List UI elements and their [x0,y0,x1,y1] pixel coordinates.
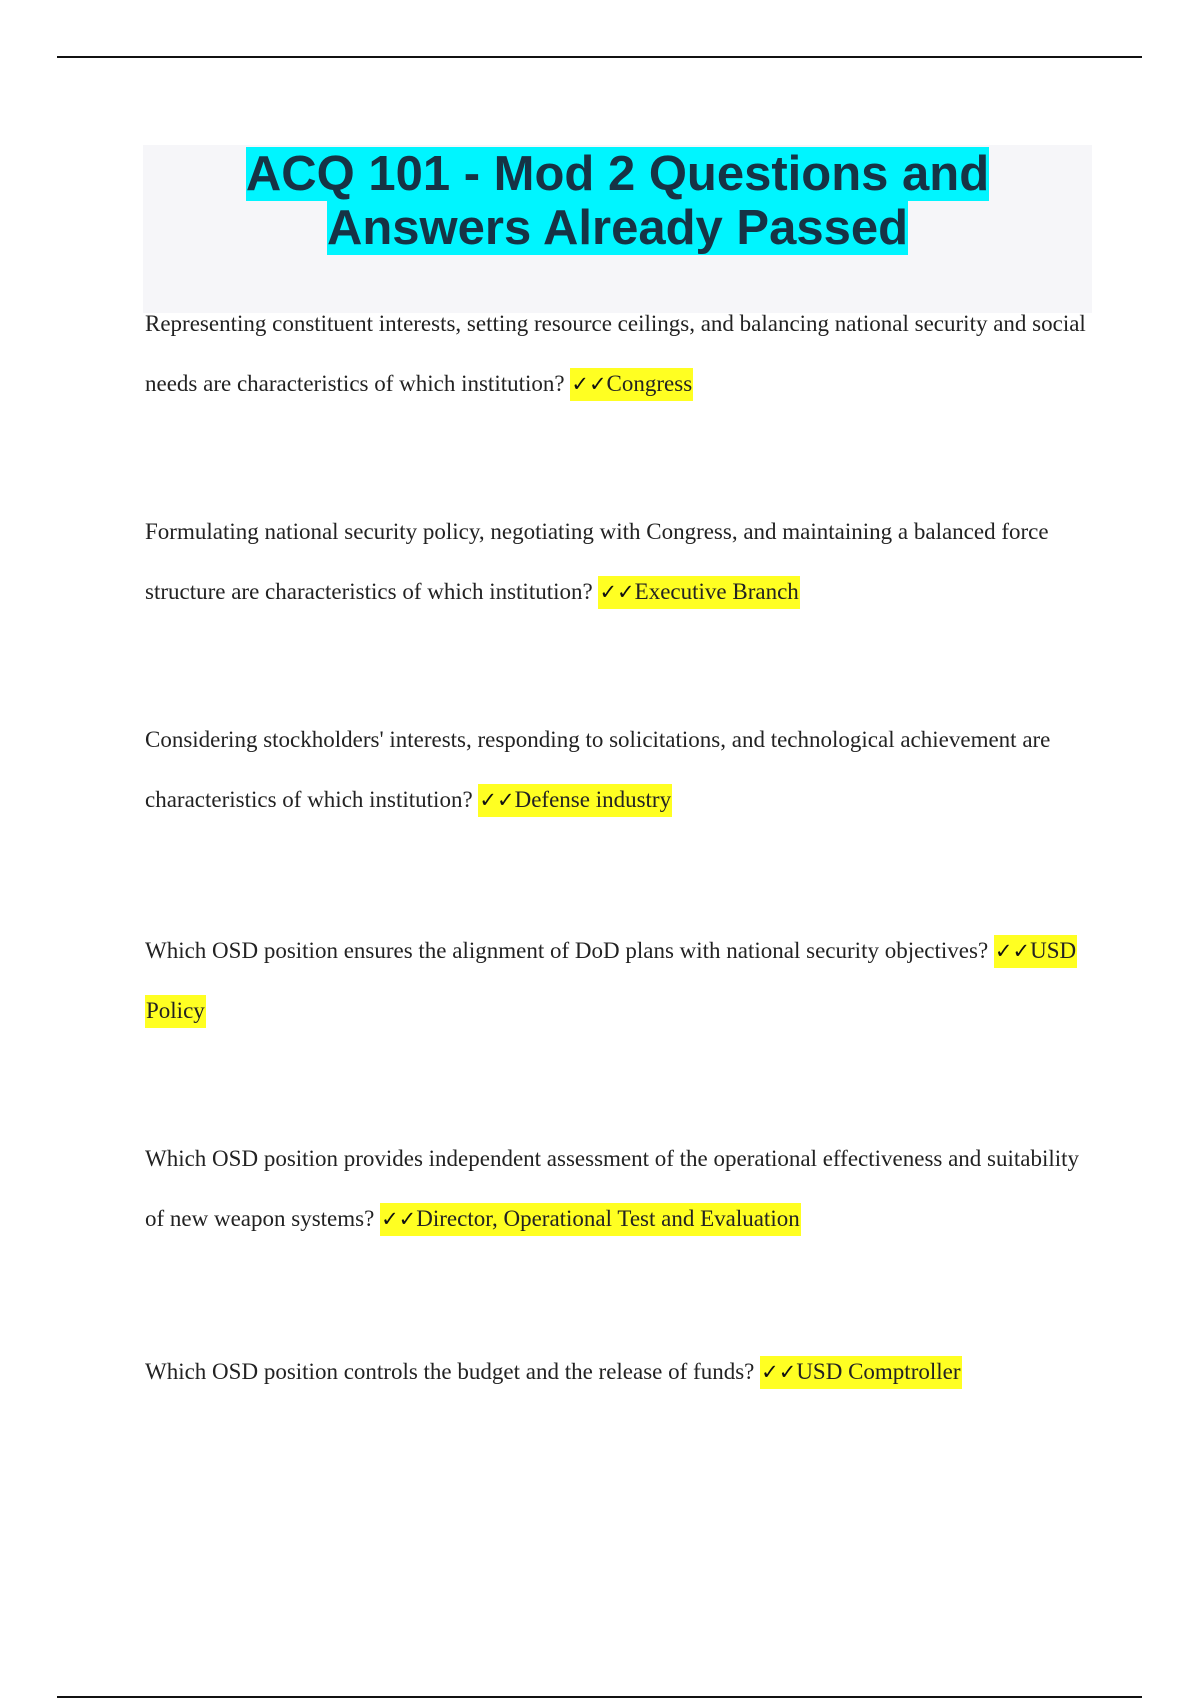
answer-text: Director, Operational Test and Evaluation [416,1206,800,1231]
answer-highlight [570,368,693,401]
qa-item [145,710,1095,830]
answer-text: Executive Branch [634,579,799,604]
qa-item [145,1129,1095,1249]
top-rule [57,56,1142,58]
answer-text: Congress [606,371,693,396]
bottom-rule [57,1696,1142,1698]
qa-item [145,1342,1095,1402]
answer-text: USD Policy [146,938,1077,1023]
answer-highlight [760,1356,961,1389]
document-title-text: ACQ 101 - Mod 2 Questions and Answers Already Passed [245,147,990,255]
question-text: Representing constituent interests, setting resource ceilings, and balancing national security and social needs are characteristics of which institution? [145,311,1086,396]
double-check-icon: ✓✓ [381,1207,417,1231]
question-text: Considering stockholders' interests, responding to solicitations, and technological achievement are characteristics of which institution? [145,727,1051,812]
qa-item [145,294,1095,414]
question-text: Formulating national security policy, negotiating with Congress, and maintaining a balanced force structure are characteristics of which institution? [145,519,1049,604]
double-check-icon: ✓✓ [599,580,635,604]
question-text: Which OSD position ensures the alignment of DoD plans with national security objectives? [145,938,989,963]
qa-item [145,921,1095,1041]
double-check-icon: ✓✓ [761,1360,797,1384]
answer-highlight [380,1203,801,1236]
answer-text: USD Comptroller [796,1359,961,1384]
title-block [143,145,1092,313]
double-check-icon: ✓✓ [571,372,607,396]
double-check-icon: ✓✓ [994,939,1031,963]
question-text: Which OSD position provides independent assessment of the operational effectiveness and suitability of new weapon systems? [145,1146,1080,1231]
answer-text: Defense industry [514,787,672,812]
answer-highlight [598,576,799,609]
qa-item [145,502,1095,622]
answer-highlight [478,784,672,817]
question-text: Which OSD position controls the budget and the release of funds? [145,1359,755,1384]
document-title [143,145,1092,255]
double-check-icon: ✓✓ [479,788,515,812]
